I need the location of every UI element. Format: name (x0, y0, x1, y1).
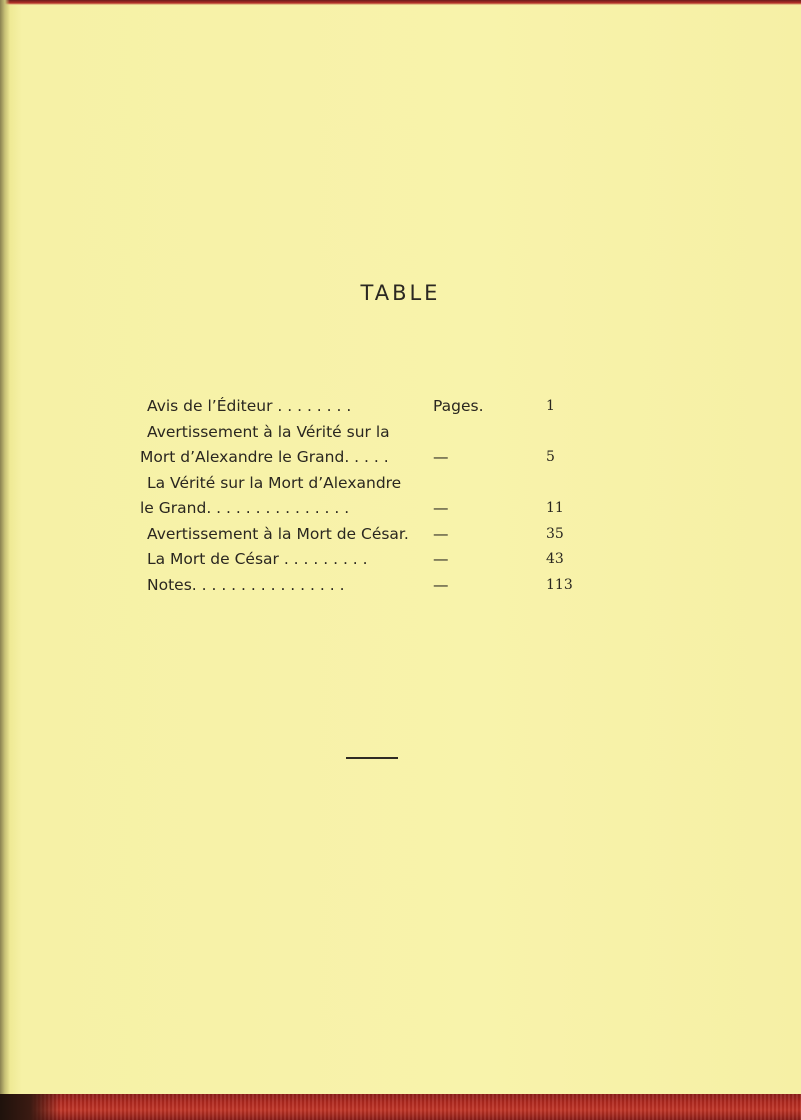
toc-entry-dash: — (433, 575, 449, 594)
toc-entry-label: La Vérité sur la Mort d’Alexandre (147, 473, 402, 492)
toc-entry (140, 394, 600, 420)
toc-entry-label: Avertissement à la Vérité sur la (147, 422, 390, 441)
toc-entry (140, 420, 600, 446)
toc-entry-label: le Grand. . . . . . . . . . . . . . . (140, 499, 350, 517)
toc-entry-label: Avis de l’Éditeur . . . . . . . . (147, 397, 352, 415)
toc-entry-dash: — (433, 550, 449, 568)
toc-entry-page: 1 (546, 398, 555, 414)
toc-entry (140, 522, 600, 548)
toc-entry-dash: — (433, 448, 449, 466)
toc-entry-page: 5 (546, 449, 555, 465)
page-gutter-shadow (0, 0, 10, 1120)
toc-entry-label: Avertissement à la Mort de César. (147, 524, 409, 543)
end-rule (346, 757, 398, 759)
toc-entry-page: 113 (546, 576, 573, 593)
table-of-contents (140, 394, 600, 598)
toc-entry-label: Notes. . . . . . . . . . . . . . . . (147, 575, 345, 594)
toc-entry (140, 547, 600, 573)
toc-entry-page: 11 (546, 500, 564, 516)
page-bottom-edge (0, 1094, 801, 1120)
page-title: TABLE (360, 281, 441, 305)
bottom-corner-shadow (0, 1094, 60, 1120)
toc-entry (140, 573, 600, 599)
toc-pages-heading: Pages. (433, 397, 484, 415)
toc-entry (140, 496, 600, 522)
toc-entry-page: 43 (546, 551, 564, 567)
toc-entry (140, 445, 600, 471)
toc-entry-label: Mort d’Alexandre le Grand. . . . . (140, 448, 389, 466)
toc-entry-label: La Mort de César . . . . . . . . . (147, 550, 368, 568)
toc-entry-dash: — (433, 524, 449, 543)
toc-entry (140, 471, 600, 497)
toc-entry-dash: — (433, 499, 449, 517)
toc-entry-page: 35 (546, 525, 564, 542)
page-top-edge (0, 0, 801, 5)
